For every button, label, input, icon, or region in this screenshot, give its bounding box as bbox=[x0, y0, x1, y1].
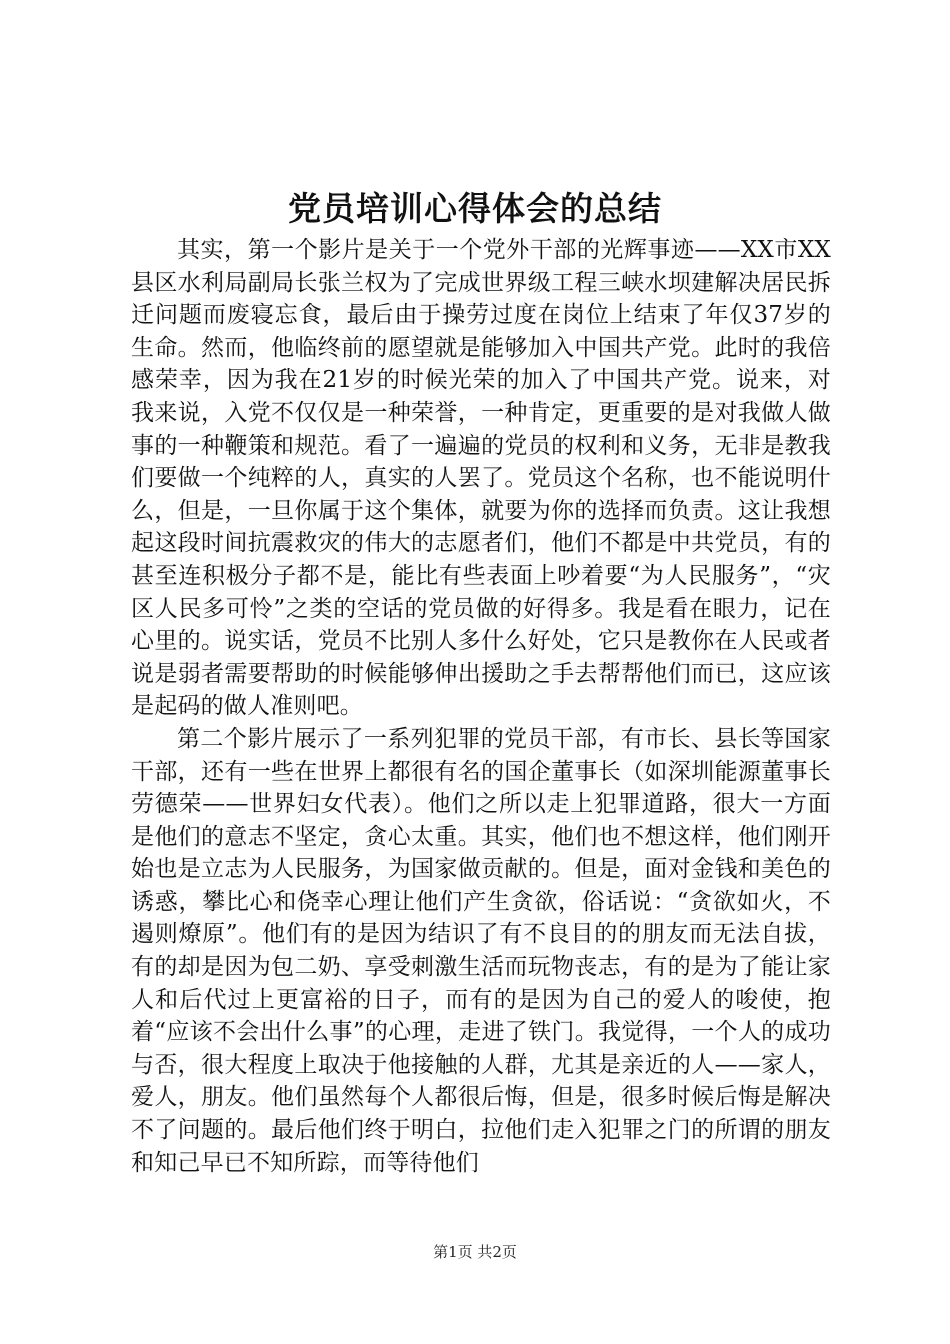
page-footer: 第1页 共2页 bbox=[433, 1243, 517, 1261]
document-title: 党员培训心得体会的总结 bbox=[288, 189, 662, 228]
paragraph-2: 第二个影片展示了一系列犯罪的党员干部，有市长、县长等国家干部，还有一些在世界上都很有名的国企董事长（如深圳能源董事长劳德荣——世界妇女代表）。他们之所以走上犯罪道路，很大一方面是他们的意志不坚定，贪心太重。其实，他们也不想这样，他们刚开始也是立志为人民服务，为国家做贡献的。但是，面对金钱和美色的诱惑，攀比心和侥幸心理让他们产生贪欲，俗话说：“贪欲如火，不遏则燎原”。他们有的是因为结识了有不良目的的朋友而无法自拔，有的却是因为包二奶、享受刺激生活而玩物丧志，有的是为了能让家人和后代过上更富裕的日子，而有的是因为自己的爱人的唆使，抱着“应该不会出什么事”的心理，走进了铁门。我觉得，一个人的成功与否，很大程度上取决于他接触的人群，尤其是亲近的人——家人，爱人，朋友。他们虽然每个人都很后悔，但是，很多时候后悔是解决不了问题的。最后他们终于明白，拉他们走入犯罪之门的所谓的朋友和知己早已不知所踪，而等待他们 bbox=[131, 725, 831, 1176]
paragraph-1: 其实，第一个影片是关于一个党外干部的光辉事迹——XX市XX县区水利局副局长张兰权为了完成世界级工程三峡水坝建解决居民拆迁问题而废寝忘食，最后由于操劳过度在岗位上结束了年仅37岁的生命。然而，他临终前的愿望就是能够加入中国共产党。此时的我倍感荣幸，因为我在21岁的时候光荣的加入了中国共产党。说来，对我来说，入党不仅仅是一种荣誉，一种肯定，更重要的是对我做人做事的一种鞭策和规范。看了一遍遍的党员的权利和义务，无非是教我们要做一个纯粹的人，真实的人罢了。党员这个名称，也不能说明什么，但是，一旦你属于这个集体，就要为你的选择而负责。这让我想起这段时间抗震救灾的伟大的志愿者们，他们不都是中共党员，有的甚至连积极分子都不是，能比有些表面上吵着要“为人民服务”，“灾区人民多可怜”之类的空话的党员做的好得多。我是看在眼力，记在心里的。说实话，党员不比别人多什么好处，它只是教你在人民或者说是弱者需要帮助的时候能够伸出援助之手去帮帮他们而已，这应该是起码的做人准则吧。 bbox=[131, 237, 831, 720]
document-body bbox=[131, 234, 831, 1179]
